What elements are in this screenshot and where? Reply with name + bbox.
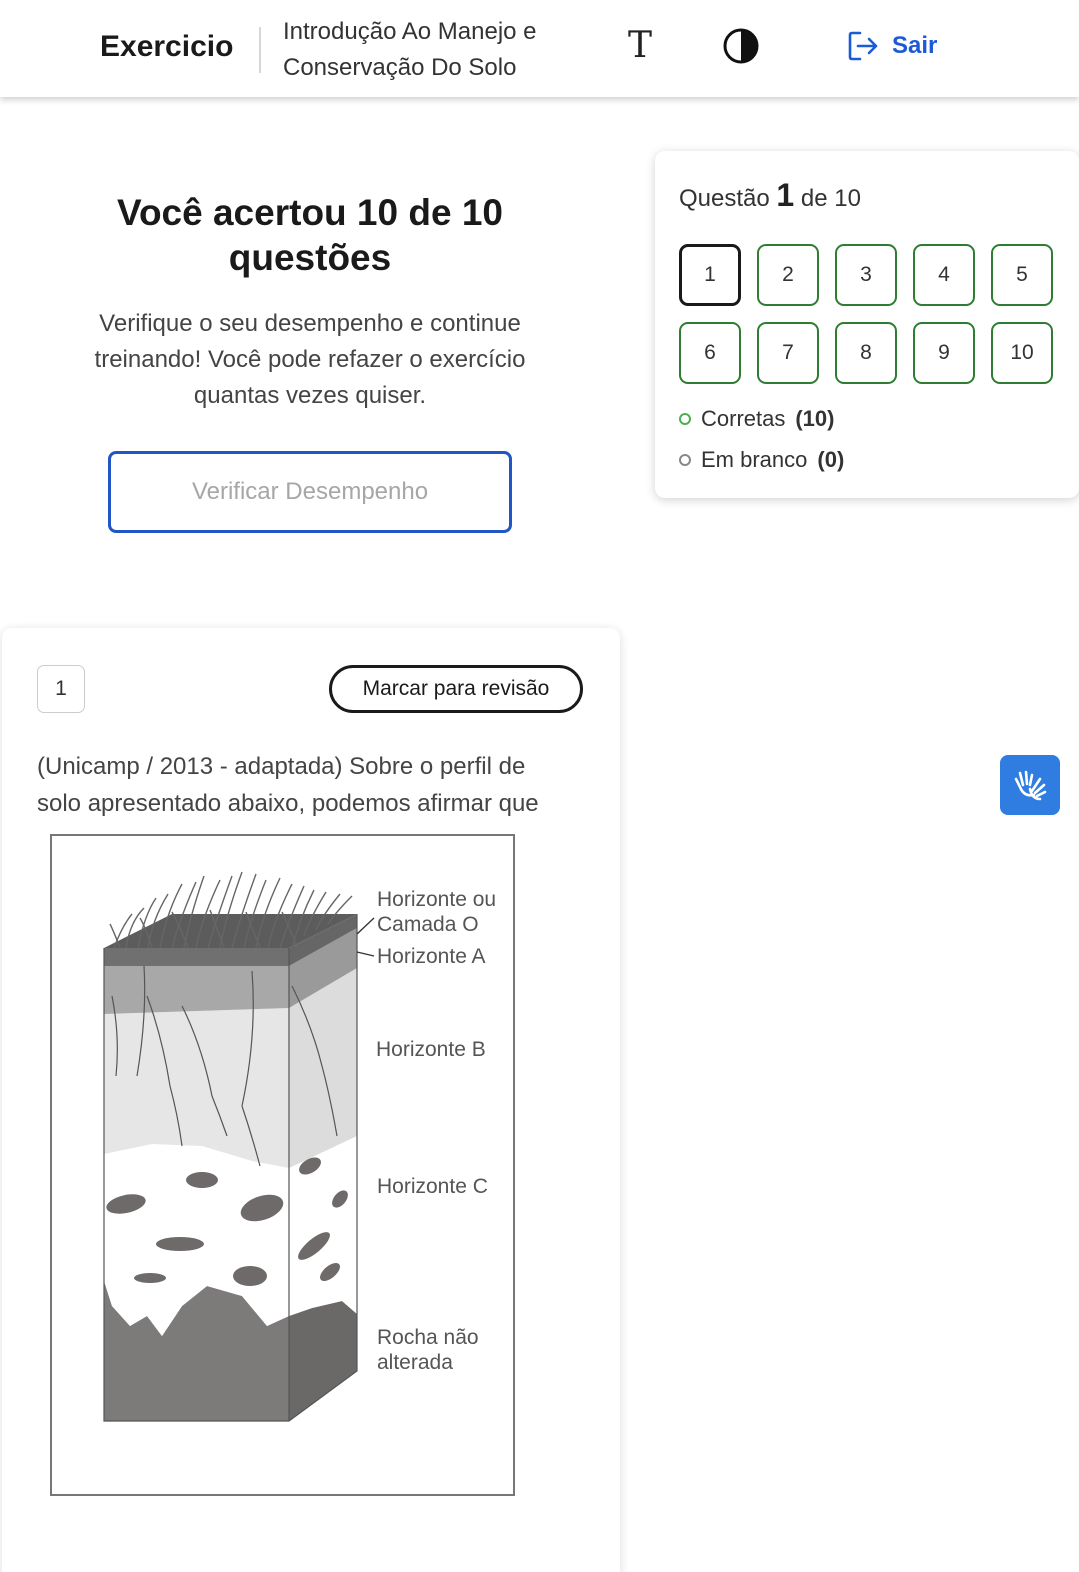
navigator-prefix: Questão bbox=[679, 185, 770, 212]
question-statement-line2: solo apresentado abaixo, podemos afirmar que bbox=[37, 790, 539, 817]
legend-blank bbox=[679, 447, 844, 473]
label-horizon-b: Horizonte B bbox=[376, 1038, 486, 1061]
sign-language-widget-button[interactable] bbox=[1000, 755, 1060, 815]
course-title-line1: Introdução Ao Manejo e bbox=[283, 18, 537, 45]
question-button-1[interactable]: 1 bbox=[679, 244, 741, 306]
result-description bbox=[70, 306, 550, 414]
question-button-10[interactable]: 10 bbox=[991, 322, 1053, 384]
label-horizon-a: Horizonte A bbox=[377, 945, 486, 968]
label-horizon-o-line2: Camada O bbox=[377, 913, 479, 936]
question-button-8[interactable]: 8 bbox=[835, 322, 897, 384]
app-title: Exercicio bbox=[100, 30, 234, 63]
question-grid bbox=[679, 244, 1053, 384]
font-size-icon[interactable]: T bbox=[627, 25, 652, 66]
contrast-icon[interactable] bbox=[722, 27, 760, 65]
logout-label: Sair bbox=[892, 32, 938, 59]
logout-icon bbox=[846, 29, 880, 63]
result-title bbox=[80, 190, 540, 280]
mark-for-review-button[interactable]: Marcar para revisão bbox=[329, 665, 583, 713]
label-horizon-c: Horizonte C bbox=[377, 1175, 488, 1198]
question-button-9[interactable]: 9 bbox=[913, 322, 975, 384]
navigator-suffix: de 10 bbox=[800, 185, 861, 212]
navigator-header bbox=[679, 177, 861, 214]
sign-language-hands-icon bbox=[1010, 765, 1050, 805]
question-card bbox=[2, 628, 620, 1572]
result-description-line1: Verifique o seu desempenho e continue bbox=[99, 310, 521, 337]
question-button-4[interactable]: 4 bbox=[913, 244, 975, 306]
legend-blank-label: Em branco bbox=[701, 447, 808, 472]
question-button-6[interactable]: 6 bbox=[679, 322, 741, 384]
question-button-2[interactable]: 2 bbox=[757, 244, 819, 306]
logout-button[interactable] bbox=[846, 29, 937, 63]
label-rock-line2: alterada bbox=[377, 1351, 453, 1374]
result-description-line3: quantas vezes quiser. bbox=[193, 382, 427, 409]
result-description-line2: treinando! Você pode refazer o exercício bbox=[94, 346, 526, 373]
result-title-line1: Você acertou 10 de 10 bbox=[117, 192, 503, 233]
question-number-badge: 1 bbox=[37, 665, 85, 713]
blank-dot-icon bbox=[679, 454, 691, 466]
question-button-7[interactable]: 7 bbox=[757, 322, 819, 384]
legend-correct bbox=[679, 406, 834, 432]
course-title bbox=[283, 14, 583, 86]
question-button-5[interactable]: 5 bbox=[991, 244, 1053, 306]
legend-correct-count: (10) bbox=[795, 406, 835, 431]
current-question-number: 1 bbox=[776, 177, 795, 213]
question-statement-line1: (Unicamp / 2013 - adaptada) Sobre o perfil de bbox=[37, 753, 526, 780]
question-statement bbox=[37, 748, 597, 822]
course-title-line2: Conservação Do Solo bbox=[283, 54, 517, 81]
label-horizon-o-line1: Horizonte ou bbox=[377, 888, 497, 911]
question-button-3[interactable]: 3 bbox=[835, 244, 897, 306]
verify-performance-button[interactable]: Verificar Desempenho bbox=[108, 451, 512, 533]
soil-profile-diagram bbox=[52, 836, 513, 1494]
soil-profile-figure bbox=[50, 834, 515, 1496]
result-title-line2: questões bbox=[228, 237, 392, 278]
question-navigator bbox=[655, 151, 1079, 498]
correct-dot-icon bbox=[679, 413, 691, 425]
header-divider bbox=[259, 27, 261, 73]
label-rock-line1: Rocha não bbox=[377, 1326, 479, 1349]
top-header bbox=[0, 0, 1079, 97]
legend-correct-label: Corretas bbox=[701, 406, 786, 431]
legend-blank-count: (0) bbox=[817, 447, 845, 472]
